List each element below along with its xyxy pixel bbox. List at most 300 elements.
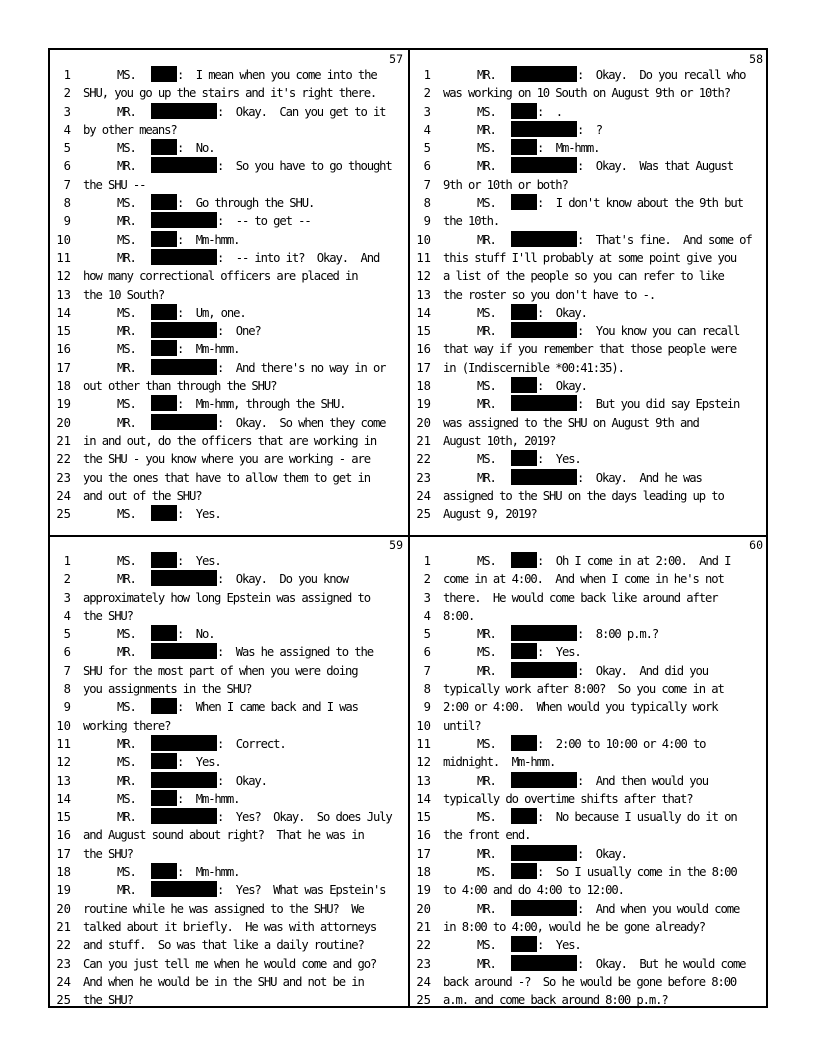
line-number: 22	[56, 938, 71, 953]
line-text	[477, 231, 752, 249]
line-text	[83, 955, 376, 973]
line-text	[117, 231, 239, 249]
line-text	[117, 212, 311, 230]
line-text	[83, 900, 364, 918]
line-number: 2	[63, 86, 71, 101]
transcript-line	[413, 680, 763, 698]
line-text	[443, 826, 530, 844]
line-number: 20	[416, 901, 431, 916]
speaker-label: MR.	[477, 663, 496, 678]
speaker-label: MR.	[477, 324, 496, 339]
line-body: : Okay. But he would come	[577, 956, 746, 971]
transcript-line	[413, 918, 763, 936]
redaction-block	[151, 304, 177, 320]
line-number: 24	[56, 974, 71, 989]
line-text	[117, 753, 221, 771]
line-number: 9	[423, 700, 431, 715]
transcript-line	[413, 643, 763, 661]
transcript-line	[413, 84, 763, 102]
line-body: assigned to the SHU on the days leading up to	[443, 488, 724, 503]
line-body: the SHU?	[83, 608, 133, 623]
line-number: 3	[63, 104, 71, 119]
redaction-block	[511, 900, 577, 916]
transcript-line	[53, 589, 403, 607]
transcript-line	[413, 717, 763, 735]
transcript-line	[53, 359, 403, 377]
line-body: out other than through the SHU?	[83, 379, 277, 394]
line-body: : Yes.	[537, 452, 581, 467]
speaker-label: MR.	[117, 214, 136, 229]
line-body: : ?	[577, 122, 602, 137]
transcript-line	[413, 772, 763, 790]
line-text	[117, 625, 214, 643]
line-text	[83, 487, 202, 505]
transcript-line	[413, 194, 763, 212]
line-number: 5	[423, 627, 431, 642]
redaction-block	[151, 808, 217, 824]
line-number: 17	[56, 360, 71, 375]
speaker-label: MR.	[477, 68, 496, 82]
line-text	[117, 808, 392, 826]
line-body: : Mm-hmm.	[177, 865, 240, 880]
line-body: : I don't know about the 9th but	[537, 196, 743, 211]
redaction-block	[151, 139, 177, 155]
transcript-line	[413, 570, 763, 588]
line-text	[83, 936, 364, 954]
line-number: 3	[423, 590, 431, 605]
line-number: 15	[56, 810, 71, 825]
speaker-label: MR.	[117, 250, 136, 265]
speaker-label: MR.	[117, 883, 136, 898]
redaction-block	[151, 414, 217, 430]
speaker-label: MR.	[117, 736, 136, 751]
line-number: 12	[416, 269, 431, 284]
line-body: and stuff. So was that like a daily routine?	[83, 938, 364, 953]
vertical-divider	[408, 50, 410, 1006]
redaction-block	[151, 698, 177, 714]
line-text	[117, 157, 392, 175]
line-text	[477, 900, 739, 918]
line-number: 6	[63, 645, 71, 660]
line-body: 2:00 or 4:00. When would you typically work	[443, 700, 718, 715]
redaction-block	[511, 450, 537, 466]
redaction-block	[151, 772, 217, 788]
line-text	[83, 450, 370, 468]
speaker-label: MS.	[117, 305, 136, 320]
line-text	[477, 662, 708, 680]
line-number: 23	[416, 470, 431, 485]
line-number: 8	[423, 682, 431, 697]
speaker-label: MR.	[117, 415, 136, 430]
line-body: : But you did say Epstein	[577, 397, 740, 412]
line-number: 24	[416, 974, 431, 989]
redaction-block	[151, 643, 217, 659]
line-text	[443, 414, 699, 432]
line-body: : Yes.	[537, 645, 581, 660]
line-text	[443, 753, 555, 771]
transcript-line	[413, 790, 763, 808]
speaker-label: MS.	[117, 755, 136, 770]
line-text	[477, 395, 739, 413]
line-text	[443, 286, 655, 304]
line-body: : Okay.	[537, 305, 587, 320]
line-body: : Mm-hmm.	[177, 342, 240, 357]
line-number: 15	[416, 324, 431, 339]
line-number: 1	[63, 68, 71, 82]
transcript-line	[413, 505, 763, 523]
line-body: : .	[537, 104, 562, 119]
redaction-block	[511, 955, 577, 971]
line-number: 8	[423, 196, 431, 211]
line-text	[117, 194, 314, 212]
line-number: 7	[63, 663, 71, 678]
line-number: 4	[63, 608, 71, 623]
transcript-line	[413, 881, 763, 899]
transcript-line	[53, 340, 403, 358]
transcript-line	[53, 487, 403, 505]
line-body: : Mm-hmm.	[177, 791, 240, 806]
horizontal-divider	[50, 535, 766, 537]
line-text	[443, 973, 736, 991]
redaction-block	[151, 249, 217, 265]
line-body: how many correctional officers are placed in	[83, 269, 358, 284]
transcript-line	[53, 139, 403, 157]
line-number: 14	[56, 305, 71, 320]
line-body: : And when you would come	[577, 901, 740, 916]
speaker-label: MS.	[477, 452, 496, 467]
line-text	[443, 267, 724, 285]
transcript-line	[413, 469, 763, 487]
line-body: you assignments in the SHU?	[83, 682, 252, 697]
line-body: in and out, do the officers that are working in	[83, 433, 377, 448]
transcript-line	[53, 432, 403, 450]
line-body: : Okay. Do you recall who	[577, 68, 746, 82]
speaker-label: MR.	[477, 470, 496, 485]
line-body: : So you have to go thought	[217, 159, 392, 174]
line-number: 11	[56, 250, 71, 265]
line-number: 25	[416, 507, 431, 522]
line-number: 12	[416, 755, 431, 770]
redaction-block	[151, 157, 217, 173]
transcript-line	[53, 936, 403, 954]
line-number: 16	[56, 342, 71, 357]
line-number: 14	[416, 305, 431, 320]
line-text	[83, 469, 370, 487]
line-body: midnight. Mm-hmm.	[443, 755, 556, 770]
redaction-block	[511, 322, 577, 338]
line-text	[443, 790, 693, 808]
transcript-line	[413, 432, 763, 450]
line-number: 10	[56, 232, 71, 247]
transcript-line	[413, 450, 763, 468]
speaker-label: MS.	[117, 791, 136, 806]
speaker-label: MR.	[117, 159, 136, 174]
line-body: was assigned to the SHU on August 9th and	[443, 415, 699, 430]
speaker-label: MR.	[117, 773, 136, 788]
line-text	[443, 432, 555, 450]
line-number: 11	[416, 736, 431, 751]
line-body: : One?	[217, 324, 261, 339]
line-body: August 10th, 2019?	[443, 433, 556, 448]
transcript-line	[53, 414, 403, 432]
line-body: August 9, 2019?	[443, 507, 537, 522]
line-body: : Okay.	[537, 379, 587, 394]
transcript-line	[413, 936, 763, 954]
line-number: 7	[63, 177, 71, 192]
line-body: : Okay.	[217, 773, 267, 788]
redaction-block	[511, 103, 537, 119]
transcript-page-59	[53, 539, 403, 1009]
line-number: 17	[56, 846, 71, 861]
line-body: SHU, you go up the stairs and it's right there.	[83, 86, 377, 101]
line-text	[443, 717, 480, 735]
redaction-block	[151, 505, 177, 521]
line-text	[477, 936, 581, 954]
line-text	[83, 662, 357, 680]
redaction-block	[511, 643, 537, 659]
redaction-block	[151, 359, 217, 375]
line-body: : Was he assigned to the	[217, 645, 373, 660]
transcript-line	[53, 662, 403, 680]
line-body: : Um, one.	[177, 305, 246, 320]
line-text	[117, 698, 358, 716]
line-body: the SHU?	[83, 846, 133, 861]
line-text	[117, 772, 267, 790]
line-number: 23	[56, 470, 71, 485]
line-number: 18	[56, 865, 71, 880]
line-body: : Yes.	[177, 755, 221, 770]
line-body: : Okay. And did you	[577, 663, 708, 678]
transcript-line	[413, 735, 763, 753]
line-body: : That's fine. And some of	[577, 232, 752, 247]
line-body: approximately how long Epstein was assigned to	[83, 590, 370, 605]
line-body: : Okay. Do you know	[217, 572, 348, 587]
line-body: : Okay. Can you get to it	[217, 104, 386, 119]
line-number: 11	[56, 736, 71, 751]
redaction-block	[511, 625, 577, 641]
line-number: 6	[423, 645, 431, 660]
line-number: 13	[56, 773, 71, 788]
line-text	[117, 359, 385, 377]
line-body: talked about it briefly. He was with attorneys	[83, 919, 377, 934]
transcript-line	[413, 395, 763, 413]
speaker-label: MR.	[477, 901, 496, 916]
transcript-line	[53, 377, 403, 395]
speaker-label: MR.	[117, 572, 136, 587]
transcript-line	[53, 103, 403, 121]
transcript-line	[53, 66, 403, 84]
line-body: : Mm-hmm.	[537, 141, 600, 156]
line-text	[477, 157, 733, 175]
transcript-line	[413, 863, 763, 881]
redaction-block	[511, 469, 577, 485]
line-number: 23	[416, 956, 431, 971]
redaction-block	[511, 304, 537, 320]
line-body: working there?	[83, 718, 171, 733]
page-number: 57	[389, 52, 403, 66]
redaction-block	[511, 66, 577, 82]
line-body: the 10th.	[443, 214, 500, 229]
line-body: : Go through the SHU.	[177, 196, 315, 211]
transcript-line	[413, 286, 763, 304]
transcript-line	[53, 607, 403, 625]
line-text	[443, 698, 717, 716]
speaker-label: MS.	[477, 141, 496, 156]
line-number: 10	[56, 718, 71, 733]
transcript-line	[53, 753, 403, 771]
speaker-label: MR.	[117, 810, 136, 825]
line-text	[83, 377, 276, 395]
redaction-block	[151, 103, 217, 119]
line-number: 13	[56, 287, 71, 302]
line-text	[443, 607, 474, 625]
transcript-line	[53, 157, 403, 175]
speaker-label: MS.	[477, 865, 496, 880]
line-text	[443, 340, 736, 358]
line-text	[83, 267, 357, 285]
speaker-label: MS.	[117, 507, 136, 522]
line-number: 8	[63, 196, 71, 211]
line-text	[443, 680, 724, 698]
line-text	[83, 121, 177, 139]
line-text	[117, 863, 239, 881]
transcript-page-57	[53, 53, 403, 523]
transcript-line	[53, 121, 403, 139]
redaction-block	[511, 936, 537, 952]
line-body: : Yes.	[177, 507, 221, 522]
line-number: 2	[423, 572, 431, 587]
line-number: 6	[63, 159, 71, 174]
transcript-line	[413, 808, 763, 826]
speaker-label: MS.	[117, 627, 136, 642]
line-text	[477, 103, 562, 121]
redaction-block	[151, 881, 217, 897]
line-number: 16	[56, 828, 71, 843]
transcript-line	[413, 753, 763, 771]
page-number: 58	[749, 52, 763, 66]
transcript-line	[413, 322, 763, 340]
line-number: 25	[56, 993, 71, 1008]
redaction-block	[151, 231, 177, 247]
transcript-line	[413, 139, 763, 157]
speaker-label: MR.	[117, 104, 136, 119]
line-number: 21	[56, 433, 71, 448]
transcript-page-grid	[48, 48, 768, 1008]
speaker-label: MR.	[117, 645, 136, 660]
line-body: back around -? So he would be gone before 8:00	[443, 974, 737, 989]
transcript-line	[413, 589, 763, 607]
line-body: : No.	[177, 627, 215, 642]
transcript-line	[413, 359, 763, 377]
transcript-line	[53, 973, 403, 991]
line-text	[117, 505, 221, 523]
line-text	[477, 625, 658, 643]
redaction-block	[151, 66, 177, 82]
line-body: And when he would be in the SHU and not be in	[83, 974, 364, 989]
transcript-line	[413, 157, 763, 175]
transcript-line	[413, 955, 763, 973]
speaker-label: MS.	[477, 938, 496, 953]
transcript-line	[413, 103, 763, 121]
line-text	[117, 249, 379, 267]
line-text	[83, 826, 364, 844]
line-number: 20	[416, 415, 431, 430]
redaction-block	[151, 552, 177, 568]
line-body: until?	[443, 718, 481, 733]
transcript-lines	[413, 66, 763, 523]
line-number: 22	[416, 938, 431, 953]
line-body: there. He would come back like around after	[443, 590, 718, 605]
line-number: 9	[63, 214, 71, 229]
redaction-block	[511, 735, 537, 751]
redaction-block	[511, 395, 577, 411]
line-number: 19	[416, 397, 431, 412]
line-text	[443, 359, 624, 377]
speaker-label: MS.	[477, 104, 496, 119]
transcript-line	[53, 570, 403, 588]
line-body: Can you just tell me when he would come and go?	[83, 956, 377, 971]
line-body: : And then would you	[577, 773, 708, 788]
line-number: 10	[416, 718, 431, 733]
line-body: you the ones that have to allow them to get in	[83, 470, 370, 485]
line-body: : And there's no way in or	[217, 360, 386, 375]
transcript-line	[53, 900, 403, 918]
line-text	[83, 607, 133, 625]
line-body: was working on 10 South on August 9th or 10th?	[443, 86, 730, 101]
speaker-label: MR.	[477, 846, 496, 861]
line-body: a list of the people so you can refer to like	[443, 269, 724, 284]
transcript-line	[413, 267, 763, 285]
transcript-lines	[53, 552, 403, 1009]
redaction-block	[511, 772, 577, 788]
line-number: 21	[416, 919, 431, 934]
line-text	[477, 450, 581, 468]
transcript-line	[413, 826, 763, 844]
transcript-line	[413, 845, 763, 863]
page-number: 60	[749, 538, 763, 552]
speaker-label: MS.	[117, 397, 136, 412]
redaction-block	[511, 808, 537, 824]
transcript-lines	[413, 552, 763, 1009]
speaker-label: MS.	[117, 232, 136, 247]
line-text	[83, 432, 376, 450]
transcript-line	[53, 955, 403, 973]
redaction-block	[511, 231, 577, 247]
line-body: : 8:00 p.m.?	[577, 627, 659, 642]
line-body: 8:00.	[443, 608, 475, 623]
line-body: : Correct.	[217, 736, 286, 751]
line-text	[83, 717, 170, 735]
line-body: : I mean when you come into the	[177, 68, 377, 82]
transcript-line	[413, 973, 763, 991]
redaction-block	[151, 570, 217, 586]
line-number: 2	[63, 572, 71, 587]
redaction-block	[151, 322, 217, 338]
transcript-line	[53, 735, 403, 753]
line-text	[83, 176, 145, 194]
transcript-line	[53, 267, 403, 285]
line-body: in (Indiscernible *00:41:35).	[443, 360, 624, 375]
line-text	[117, 139, 214, 157]
transcript-line	[413, 231, 763, 249]
transcript-line	[53, 881, 403, 899]
line-number: 14	[56, 791, 71, 806]
line-number: 20	[56, 901, 71, 916]
line-number: 3	[63, 590, 71, 605]
line-number: 24	[56, 488, 71, 503]
redaction-block	[151, 863, 177, 879]
line-number: 12	[56, 755, 71, 770]
